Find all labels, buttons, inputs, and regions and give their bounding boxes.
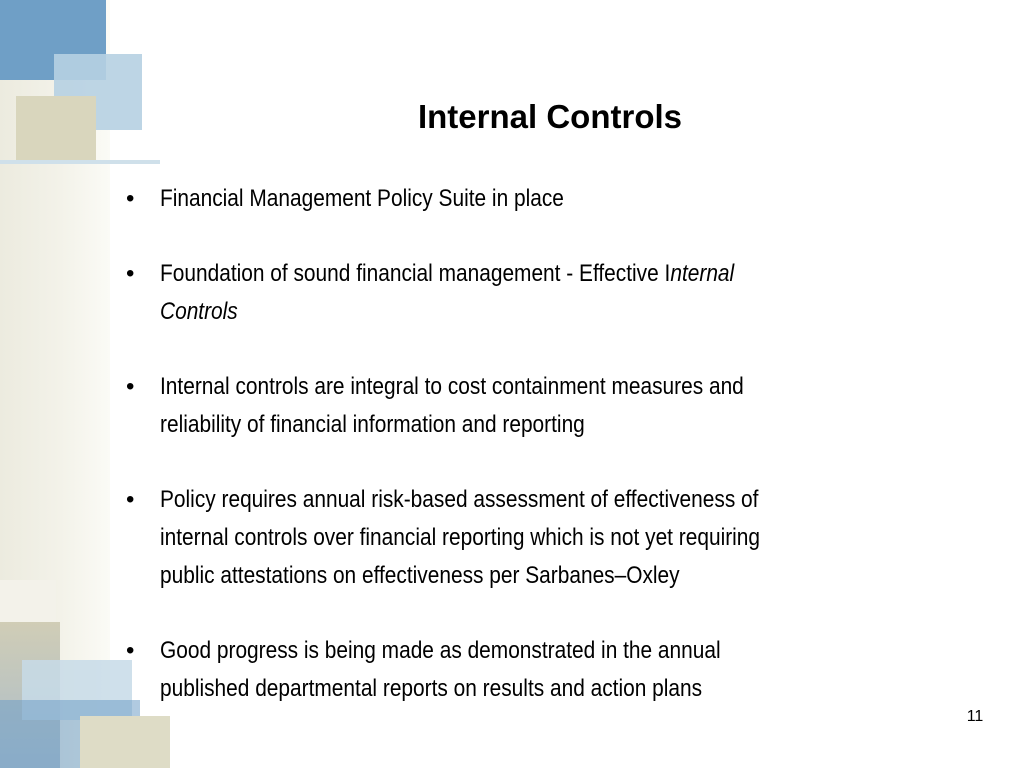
decorative-square [0, 580, 56, 626]
bullet-marker: • [126, 486, 135, 513]
bullet-text: Foundation of sound financial management - Effective Internal Controls [160, 260, 735, 325]
bullet-item [120, 632, 910, 708]
decorative-square [16, 96, 96, 160]
bullet-item [120, 481, 910, 595]
bullet-marker: • [126, 185, 135, 212]
bullet-text: Policy requires annual risk-based assessment of effectiveness of internal controls over financial reporting which is not yet requiring public attestations on effectiveness per Sarbanes–Oxley [160, 486, 761, 589]
bullet-text: Good progress is being made as demonstrated in the annual published departmental reports on results and action plans [160, 637, 721, 702]
slide-title: Internal Controls [417, 98, 683, 135]
bullet-marker: • [126, 637, 135, 664]
bullet-item [120, 180, 910, 218]
bullet-list [120, 180, 910, 745]
decorative-line [0, 160, 160, 164]
bullet-item [120, 368, 910, 444]
bullet-text: Internal controls are integral to cost containment measures and reliability of financial information and reporting [160, 373, 744, 438]
bullet-text: Financial Management Policy Suite in place [160, 185, 564, 212]
bullet-item [120, 255, 910, 331]
page-number: 11 [966, 708, 984, 725]
bullet-marker: • [126, 373, 135, 400]
bullet-marker: • [126, 260, 135, 287]
